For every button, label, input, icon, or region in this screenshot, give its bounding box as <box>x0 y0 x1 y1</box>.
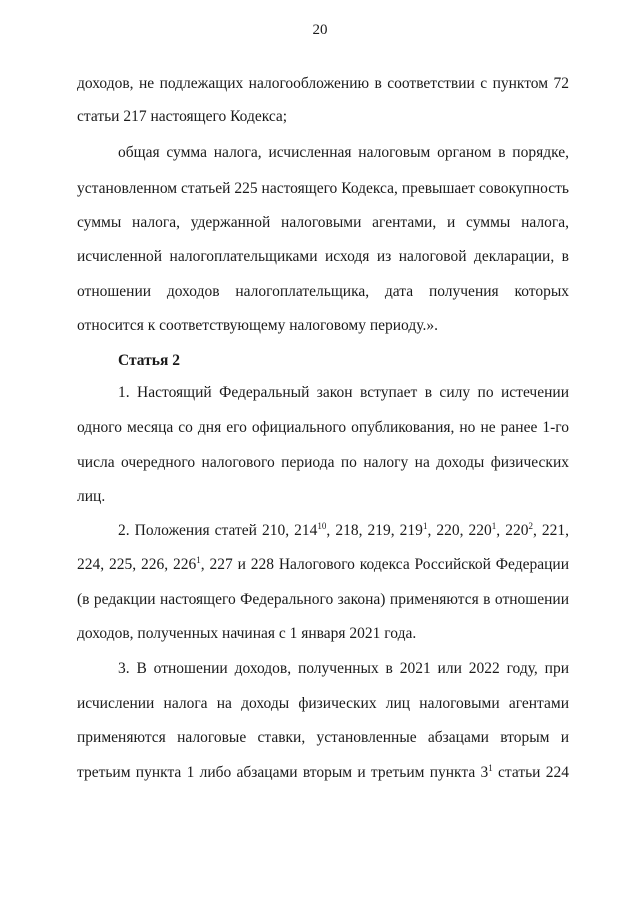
superscript: 10 <box>317 521 327 531</box>
text-line: 2. Положения статей 210, $214^{10}$, 218, 219, $219^1$, 220, $220^1$, $220^2$, 221, <box>118 521 570 539</box>
superscript: 1 <box>491 521 497 531</box>
text-line: третьим пункта 1 либо абзацами вторым и третьим пункта $3^1$ статьи 224 <box>77 763 569 781</box>
text-line: общая сумма налога, исчисленная налоговым органом в порядке, <box>118 144 569 161</box>
superscript: 1 <box>196 555 201 565</box>
text-line: числа очередного налогового периода по налогу на доходы физических <box>77 454 569 471</box>
text-line: 224, 225, 226, $226^1$, 227 и 228 Налогового кодекса Российской Федерации <box>77 555 570 573</box>
article-heading: Статья 2 <box>118 352 180 369</box>
superscript: 1 <box>422 521 428 531</box>
text-line: отношении доходов налогоплательщика, дата получения которых <box>77 283 569 300</box>
text-line: применяются налоговые ставки, установленные абзацами вторым и <box>77 729 569 746</box>
page-number: 20 <box>312 22 328 38</box>
text-line: суммы налога, удержанной налоговыми агентами, и суммы налога, <box>77 214 569 231</box>
text-line: статьи 217 настоящего Кодекса; <box>77 108 288 125</box>
text-line: исчисленной налогоплательщиками исходя из налоговой декларации, в <box>77 248 569 265</box>
text-line: доходов, полученных начиная с 1 января 2021 года. <box>77 625 417 642</box>
text-line: доходов, не подлежащих налогообложению в соответствии с пунктом 72 <box>77 75 569 92</box>
text-line: относится к соответствующему налоговому периоду.». <box>77 317 438 334</box>
text-line: установленном статьей 225 настоящего Кодекса, превышает совокупность <box>77 180 569 197</box>
text-line: лиц. <box>77 488 106 505</box>
text-line: 3. В отношении доходов, полученных в 2021 или 2022 году, при <box>118 660 569 677</box>
text-line: исчислении налога на доходы физических лиц налоговыми агентами <box>77 695 569 712</box>
text-line: одного месяца со дня его официального опубликования, но не ранее 1-го <box>77 419 569 436</box>
text-line: 1. Настоящий Федеральный закон вступает в силу по истечении <box>118 384 569 401</box>
superscript: 2 <box>528 521 533 531</box>
superscript: 1 <box>488 763 493 773</box>
text-line: (в редакции настоящего Федерального закона) применяются в отношении <box>77 591 569 608</box>
